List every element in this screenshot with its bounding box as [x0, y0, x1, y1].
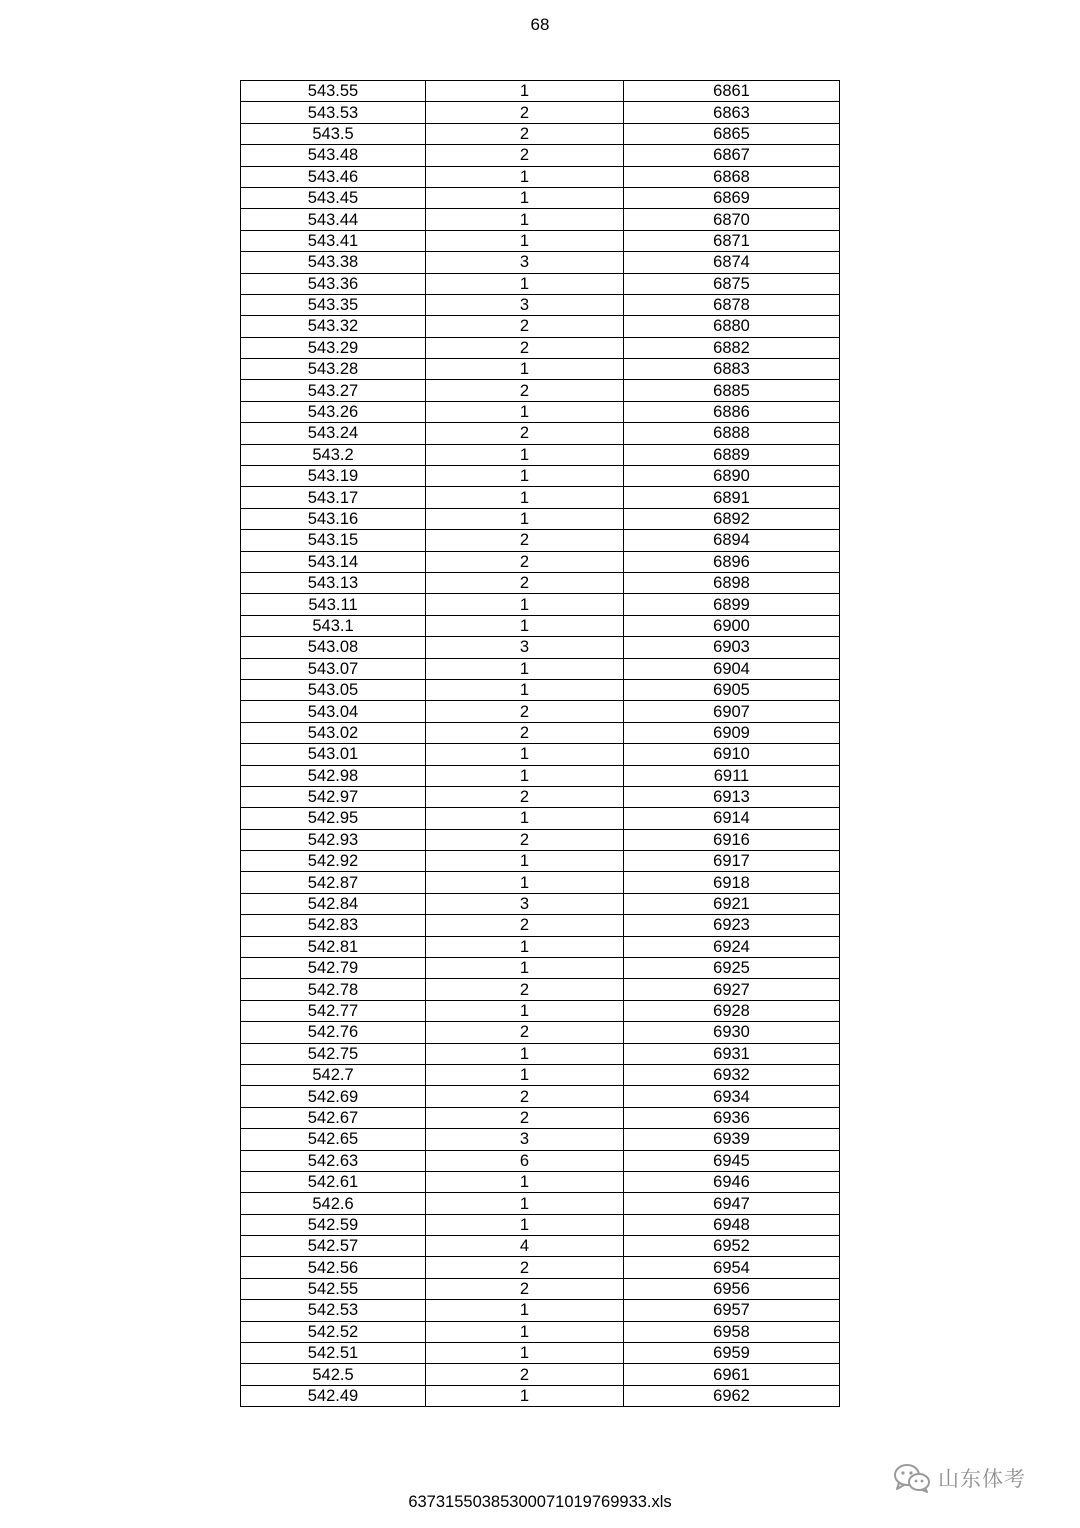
score-cell: 543.19	[241, 466, 426, 487]
score-cell: 542.5	[241, 1364, 426, 1385]
cumulative-cell: 6888	[624, 423, 840, 444]
score-table	[240, 80, 840, 1407]
count-cell: 6	[426, 1150, 624, 1171]
score-cell: 542.6	[241, 1193, 426, 1214]
count-cell: 1	[426, 81, 624, 102]
table-row	[241, 380, 840, 401]
table-row	[241, 915, 840, 936]
table-row	[241, 444, 840, 465]
table-row	[241, 294, 840, 315]
cumulative-cell: 6863	[624, 102, 840, 123]
table-row	[241, 1107, 840, 1128]
count-cell: 2	[426, 786, 624, 807]
score-cell: 543.15	[241, 530, 426, 551]
count-cell: 1	[426, 936, 624, 957]
count-cell: 3	[426, 637, 624, 658]
score-cell: 543.08	[241, 637, 426, 658]
table-row	[241, 679, 840, 700]
cumulative-cell: 6928	[624, 1000, 840, 1021]
table-row	[241, 658, 840, 679]
table-row	[241, 1129, 840, 1150]
cumulative-cell: 6947	[624, 1193, 840, 1214]
score-cell: 543.01	[241, 744, 426, 765]
score-cell: 543.14	[241, 551, 426, 572]
cumulative-cell: 6931	[624, 1043, 840, 1064]
score-cell: 542.78	[241, 979, 426, 1000]
score-cell: 542.56	[241, 1257, 426, 1278]
cumulative-cell: 6961	[624, 1364, 840, 1385]
cumulative-cell: 6905	[624, 679, 840, 700]
score-cell: 543.13	[241, 572, 426, 593]
cumulative-cell: 6889	[624, 444, 840, 465]
cumulative-cell: 6946	[624, 1171, 840, 1192]
count-cell: 1	[426, 1321, 624, 1342]
score-cell: 542.65	[241, 1129, 426, 1150]
count-cell: 1	[426, 444, 624, 465]
cumulative-cell: 6867	[624, 145, 840, 166]
cumulative-cell: 6868	[624, 166, 840, 187]
score-cell: 543.07	[241, 658, 426, 679]
table-row	[241, 1343, 840, 1364]
count-cell: 2	[426, 423, 624, 444]
score-cell: 543.41	[241, 230, 426, 251]
score-cell: 542.87	[241, 872, 426, 893]
cumulative-cell: 6923	[624, 915, 840, 936]
cumulative-cell: 6914	[624, 808, 840, 829]
score-cell: 543.04	[241, 701, 426, 722]
table-row	[241, 808, 840, 829]
cumulative-cell: 6900	[624, 615, 840, 636]
table-row	[241, 551, 840, 572]
table-row	[241, 1278, 840, 1299]
table-row	[241, 187, 840, 208]
table-row	[241, 829, 840, 850]
watermark-text: 山东体考	[938, 1467, 1026, 1491]
table-row	[241, 1064, 840, 1085]
score-cell: 543.29	[241, 337, 426, 358]
count-cell: 1	[426, 1193, 624, 1214]
table-row	[241, 102, 840, 123]
count-cell: 1	[426, 765, 624, 786]
score-cell: 542.93	[241, 829, 426, 850]
count-cell: 1	[426, 1385, 624, 1406]
score-cell: 543.11	[241, 594, 426, 615]
cumulative-cell: 6952	[624, 1236, 840, 1257]
score-cell: 542.51	[241, 1343, 426, 1364]
score-cell: 542.69	[241, 1086, 426, 1107]
count-cell: 4	[426, 1236, 624, 1257]
count-cell: 2	[426, 145, 624, 166]
count-cell: 1	[426, 851, 624, 872]
score-cell: 543.45	[241, 187, 426, 208]
count-cell: 1	[426, 679, 624, 700]
score-cell: 543.05	[241, 679, 426, 700]
score-cell: 542.7	[241, 1064, 426, 1085]
score-cell: 543.27	[241, 380, 426, 401]
cumulative-cell: 6891	[624, 487, 840, 508]
score-cell: 542.55	[241, 1278, 426, 1299]
count-cell: 2	[426, 1107, 624, 1128]
score-cell: 543.02	[241, 722, 426, 743]
count-cell: 1	[426, 615, 624, 636]
count-cell: 1	[426, 658, 624, 679]
count-cell: 2	[426, 1022, 624, 1043]
count-cell: 1	[426, 958, 624, 979]
score-cell: 543.35	[241, 294, 426, 315]
score-cell: 542.52	[241, 1321, 426, 1342]
count-cell: 1	[426, 209, 624, 230]
count-cell: 1	[426, 1343, 624, 1364]
table-row	[241, 1022, 840, 1043]
table-row	[241, 1385, 840, 1406]
score-cell: 543.5	[241, 123, 426, 144]
table-row	[241, 637, 840, 658]
table-row	[241, 1364, 840, 1385]
table-row	[241, 230, 840, 251]
table-row	[241, 1214, 840, 1235]
score-cell: 543.16	[241, 508, 426, 529]
score-cell: 543.38	[241, 252, 426, 273]
score-cell: 543.17	[241, 487, 426, 508]
score-cell: 543.2	[241, 444, 426, 465]
count-cell: 2	[426, 530, 624, 551]
table-row	[241, 744, 840, 765]
cumulative-cell: 6903	[624, 637, 840, 658]
score-cell: 542.49	[241, 1385, 426, 1406]
score-cell: 542.98	[241, 765, 426, 786]
count-cell: 2	[426, 102, 624, 123]
table-row	[241, 123, 840, 144]
table-row	[241, 252, 840, 273]
count-cell: 2	[426, 722, 624, 743]
score-cell: 542.63	[241, 1150, 426, 1171]
cumulative-cell: 6954	[624, 1257, 840, 1278]
count-cell: 1	[426, 744, 624, 765]
score-cell: 542.76	[241, 1022, 426, 1043]
cumulative-cell: 6869	[624, 187, 840, 208]
count-cell: 1	[426, 1300, 624, 1321]
count-cell: 2	[426, 915, 624, 936]
table-row	[241, 1000, 840, 1021]
table-row	[241, 1321, 840, 1342]
count-cell: 2	[426, 380, 624, 401]
score-cell: 542.57	[241, 1236, 426, 1257]
count-cell: 1	[426, 1171, 624, 1192]
cumulative-cell: 6932	[624, 1064, 840, 1085]
cumulative-cell: 6936	[624, 1107, 840, 1128]
table-row	[241, 1193, 840, 1214]
count-cell: 1	[426, 166, 624, 187]
cumulative-cell: 6909	[624, 722, 840, 743]
table-row	[241, 359, 840, 380]
count-cell: 1	[426, 401, 624, 422]
score-cell: 542.77	[241, 1000, 426, 1021]
count-cell: 1	[426, 487, 624, 508]
table-body	[241, 81, 840, 1407]
cumulative-cell: 6861	[624, 81, 840, 102]
table-row	[241, 1171, 840, 1192]
cumulative-cell: 6904	[624, 658, 840, 679]
count-cell: 1	[426, 273, 624, 294]
score-cell: 543.36	[241, 273, 426, 294]
score-cell: 542.81	[241, 936, 426, 957]
count-cell: 2	[426, 572, 624, 593]
table-row	[241, 530, 840, 551]
count-cell: 1	[426, 808, 624, 829]
cumulative-cell: 6956	[624, 1278, 840, 1299]
table-row	[241, 209, 840, 230]
cumulative-cell: 6924	[624, 936, 840, 957]
score-cell: 543.46	[241, 166, 426, 187]
cumulative-cell: 6883	[624, 359, 840, 380]
table-row	[241, 851, 840, 872]
cumulative-cell: 6927	[624, 979, 840, 1000]
table-row	[241, 572, 840, 593]
score-cell: 542.79	[241, 958, 426, 979]
count-cell: 2	[426, 701, 624, 722]
score-cell: 542.75	[241, 1043, 426, 1064]
count-cell: 2	[426, 337, 624, 358]
score-cell: 543.48	[241, 145, 426, 166]
score-cell: 543.26	[241, 401, 426, 422]
table-row	[241, 508, 840, 529]
count-cell: 2	[426, 123, 624, 144]
score-cell: 542.92	[241, 851, 426, 872]
score-cell: 543.55	[241, 81, 426, 102]
cumulative-cell: 6878	[624, 294, 840, 315]
cumulative-cell: 6959	[624, 1343, 840, 1364]
score-cell: 542.95	[241, 808, 426, 829]
table-row	[241, 615, 840, 636]
cumulative-cell: 6899	[624, 594, 840, 615]
cumulative-cell: 6962	[624, 1385, 840, 1406]
wechat-icon	[892, 1462, 932, 1494]
count-cell: 3	[426, 893, 624, 914]
score-cell: 542.83	[241, 915, 426, 936]
cumulative-cell: 6882	[624, 337, 840, 358]
score-cell: 542.97	[241, 786, 426, 807]
cumulative-cell: 6930	[624, 1022, 840, 1043]
table-row	[241, 1086, 840, 1107]
cumulative-cell: 6890	[624, 466, 840, 487]
count-cell: 1	[426, 1000, 624, 1021]
count-cell: 1	[426, 872, 624, 893]
count-cell: 3	[426, 294, 624, 315]
table-row	[241, 1300, 840, 1321]
score-cell: 543.28	[241, 359, 426, 380]
count-cell: 1	[426, 508, 624, 529]
table-row	[241, 979, 840, 1000]
score-cell: 542.53	[241, 1300, 426, 1321]
cumulative-cell: 6913	[624, 786, 840, 807]
table-row	[241, 316, 840, 337]
table-row	[241, 958, 840, 979]
table-row	[241, 1043, 840, 1064]
count-cell: 1	[426, 594, 624, 615]
cumulative-cell: 6871	[624, 230, 840, 251]
table-row	[241, 1150, 840, 1171]
score-cell: 542.84	[241, 893, 426, 914]
count-cell: 2	[426, 1257, 624, 1278]
table-row	[241, 81, 840, 102]
cumulative-cell: 6925	[624, 958, 840, 979]
cumulative-cell: 6865	[624, 123, 840, 144]
table-row	[241, 166, 840, 187]
count-cell: 1	[426, 187, 624, 208]
cumulative-cell: 6870	[624, 209, 840, 230]
cumulative-cell: 6886	[624, 401, 840, 422]
table-row	[241, 786, 840, 807]
cumulative-cell: 6885	[624, 380, 840, 401]
score-cell: 543.24	[241, 423, 426, 444]
cumulative-cell: 6958	[624, 1321, 840, 1342]
score-cell: 543.1	[241, 615, 426, 636]
cumulative-cell: 6945	[624, 1150, 840, 1171]
cumulative-cell: 6921	[624, 893, 840, 914]
count-cell: 1	[426, 1214, 624, 1235]
cumulative-cell: 6957	[624, 1300, 840, 1321]
cumulative-cell: 6911	[624, 765, 840, 786]
cumulative-cell: 6948	[624, 1214, 840, 1235]
table-row	[241, 893, 840, 914]
count-cell: 1	[426, 466, 624, 487]
cumulative-cell: 6917	[624, 851, 840, 872]
table-row	[241, 487, 840, 508]
cumulative-cell: 6880	[624, 316, 840, 337]
table-row	[241, 423, 840, 444]
count-cell: 1	[426, 1064, 624, 1085]
count-cell: 1	[426, 359, 624, 380]
cumulative-cell: 6916	[624, 829, 840, 850]
table-row	[241, 936, 840, 957]
table-row	[241, 872, 840, 893]
cumulative-cell: 6898	[624, 572, 840, 593]
table-row	[241, 337, 840, 358]
page-number: 68	[530, 15, 550, 34]
table-row	[241, 722, 840, 743]
count-cell: 3	[426, 1129, 624, 1150]
score-cell: 542.59	[241, 1214, 426, 1235]
watermark	[892, 1462, 1026, 1494]
cumulative-cell: 6918	[624, 872, 840, 893]
count-cell: 2	[426, 1086, 624, 1107]
cumulative-cell: 6874	[624, 252, 840, 273]
score-cell: 543.32	[241, 316, 426, 337]
table-row	[241, 273, 840, 294]
cumulative-cell: 6907	[624, 701, 840, 722]
cumulative-cell: 6896	[624, 551, 840, 572]
count-cell: 2	[426, 979, 624, 1000]
count-cell: 2	[426, 1364, 624, 1385]
count-cell: 1	[426, 1043, 624, 1064]
table-row	[241, 401, 840, 422]
cumulative-cell: 6894	[624, 530, 840, 551]
count-cell: 2	[426, 1278, 624, 1299]
table-row	[241, 466, 840, 487]
count-cell: 2	[426, 829, 624, 850]
table-row	[241, 765, 840, 786]
cumulative-cell: 6934	[624, 1086, 840, 1107]
table-row	[241, 594, 840, 615]
score-cell: 543.44	[241, 209, 426, 230]
score-cell: 542.61	[241, 1171, 426, 1192]
table-row	[241, 701, 840, 722]
cumulative-cell: 6939	[624, 1129, 840, 1150]
score-cell: 543.53	[241, 102, 426, 123]
table-row	[241, 145, 840, 166]
count-cell: 1	[426, 230, 624, 251]
cumulative-cell: 6910	[624, 744, 840, 765]
count-cell: 2	[426, 316, 624, 337]
table-row	[241, 1257, 840, 1278]
cumulative-cell: 6892	[624, 508, 840, 529]
score-cell: 542.67	[241, 1107, 426, 1128]
cumulative-cell: 6875	[624, 273, 840, 294]
count-cell: 3	[426, 252, 624, 273]
table-row	[241, 1236, 840, 1257]
footer-filename: 63731550385300071019769933.xls	[408, 1493, 672, 1511]
count-cell: 2	[426, 551, 624, 572]
